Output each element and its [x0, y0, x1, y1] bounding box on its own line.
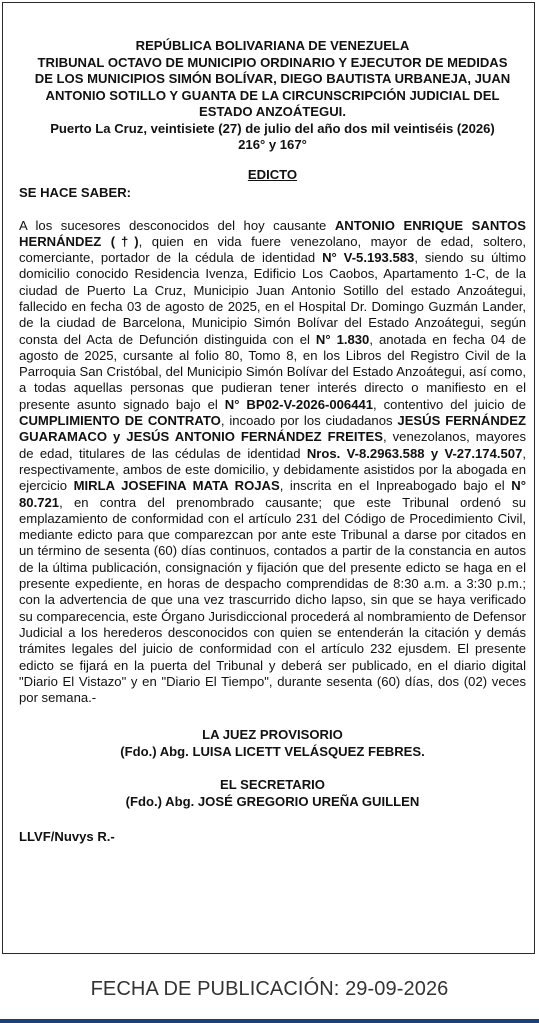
body-bold-8: MIRLA JOSEFINA MATA ROJAS	[73, 478, 280, 494]
body-bold-9: N° 80.721	[19, 478, 526, 510]
secretary-title: EL SECRETARIO	[219, 777, 325, 793]
body-text-1: A los sucesores desconocidos del hoy causante	[19, 217, 335, 233]
secretary-signature	[19, 776, 526, 810]
header-line-4: ANTONIO SOTILLO Y GUANTA DE LA CIRCUNSCRIPCIÓN JUDICIAL DEL	[45, 87, 500, 103]
body-bold-6: JESÚS FERNÁNDEZ GUARAMACO y JESÚS ANTONIO FERNÁNDEZ FREITES	[19, 413, 526, 445]
body-text-10: , en contra del prenombrado causante; que este Tribunal ordenó su emplazamiento de conformidad con el artículo 231 del Código de Procedimiento Civil, mediante edicto para que comparezcan por ante este Tribunal a darse por citados en un término de sesenta (60) días continuos, contados a partir de la constancia en autos de la última publicación, consignación y fijación que del presente edicto se haga en el presente expediente, en horas de despacho comprendidas de 8:30 a.m. a 3:30 p.m.; con la advertencia de que una vez trascurrido dicho lapso, sin que se haya verificado su comparecencia, este Órgano Jurisdiccional procederá al nombramiento de Defensor Judicial a los herederos desconocidos con quien se entenderán la citación y demás trámites legales del juicio de conformidad con el artículo 232 ejusdem. El presente edicto se fijará en la puerta del Tribunal y deberá ser publicado, en el diario digital "Diario El Vistazo" y en "Diario El Tiempo", durante sesenta (60) días, dos (02) veces por semana.-	[19, 494, 526, 706]
body-bold-7: Nros. V-8.2963.588 y V-27.174.507	[306, 445, 523, 461]
edict-content	[19, 38, 526, 844]
header-date: Puerto La Cruz, veintisiete (27) de julio del año dos mil veintiséis (2026)	[50, 120, 495, 136]
body-text-8: , respectivamente, ambos de este domicilio, y debidamente asistidos por la abogada en ejercicio	[19, 445, 526, 494]
body-bold-4: N° BP02-V-2026-006441	[224, 396, 374, 412]
body-bold-1: ANTONIO ENRIQUE SANTOS HERNÁNDEZ (†)	[19, 217, 526, 249]
judge-title: LA JUEZ PROVISORIO	[202, 727, 343, 743]
body-text-4: , anotada en fecha 04 de agosto de 2025, cursante al folio 80, Tomo 8, en los Libros del Registro Civil de la Parroquia San Cristóbal, del Municipio Simón Bolívar del Estado Anzoátegui, así como, a todas aquellas personas que pudieran tener interés directo o manifiesto en el presente asunto signado bajo el	[19, 331, 526, 412]
body-bold-2: N° V-5.193.583	[322, 250, 415, 266]
header-line-5: ESTADO ANZOÁTEGUI.	[199, 104, 346, 119]
body-text-6: , incoado por los ciudadanos	[220, 413, 398, 429]
header-line-1: REPÚBLICA BOLIVARIANA DE VENEZUELA	[135, 38, 410, 53]
edict-frame	[2, 2, 535, 954]
court-header	[19, 38, 526, 154]
body-bold-5: CUMPLIMIENTO DE CONTRATO	[19, 413, 221, 429]
body-text-5: , contentivo del juicio de	[373, 396, 526, 412]
edicto-title: EDICTO	[247, 166, 298, 182]
body-text-3: , siendo su último domicilio conocido Residencia Ivenza, Edificio Los Caobos, Apartamento 1-C, de la ciudad de Puerto La Cruz, Municipio Juan Antonio Sotillo del estado Anzoátegui, fallecido en fecha 03 de agosto de 2025, en el Hospital Dr. Domingo Guzmán Lander, de la ciudad de Barcelona, Municipio Simón Bolívar del Estado Anzoátegui, según consta del Acta de Defunción distinguida con el	[19, 250, 526, 347]
reference-initials: LLVF/Nuvys R.-	[19, 829, 115, 845]
secretary-name: (Fdo.) Abg. JOSÉ GREGORIO UREÑA GUILLEN	[125, 794, 420, 810]
judge-name: (Fdo.) Abg. LUISA LICETT VELÁSQUEZ FEBRES.	[120, 744, 425, 760]
header-line-3: DE LOS MUNICIPIOS SIMÓN BOLÍVAR, DIEGO BAUTISTA URBANEJA, JUAN	[34, 71, 511, 86]
se-hace-saber: SE HACE SABER:	[19, 184, 132, 200]
body-text-7: , venezolanos, mayores de edad, titulares de las cédulas de identidad	[19, 429, 526, 461]
header-line-2: TRIBUNAL OCTAVO DE MUNICIPIO ORDINARIO Y EJECUTOR DE MEDIDAS	[37, 54, 508, 70]
judge-signature	[19, 726, 526, 760]
body-text-2: , quien en vida fuere venezolano, mayor de edad, soltero, comerciante, portador de la cédula de identidad	[19, 233, 527, 266]
bottom-rule	[0, 1019, 539, 1023]
body-bold-3: N° 1.830	[315, 331, 370, 347]
body-text-9: , inscrita en el Inpreabogado bajo el	[279, 478, 512, 494]
header-years: 216° y 167°	[238, 137, 307, 152]
publication-date: FECHA DE PUBLICACIÓN: 29-09-2026	[90, 978, 449, 1000]
edict-body	[19, 218, 526, 707]
